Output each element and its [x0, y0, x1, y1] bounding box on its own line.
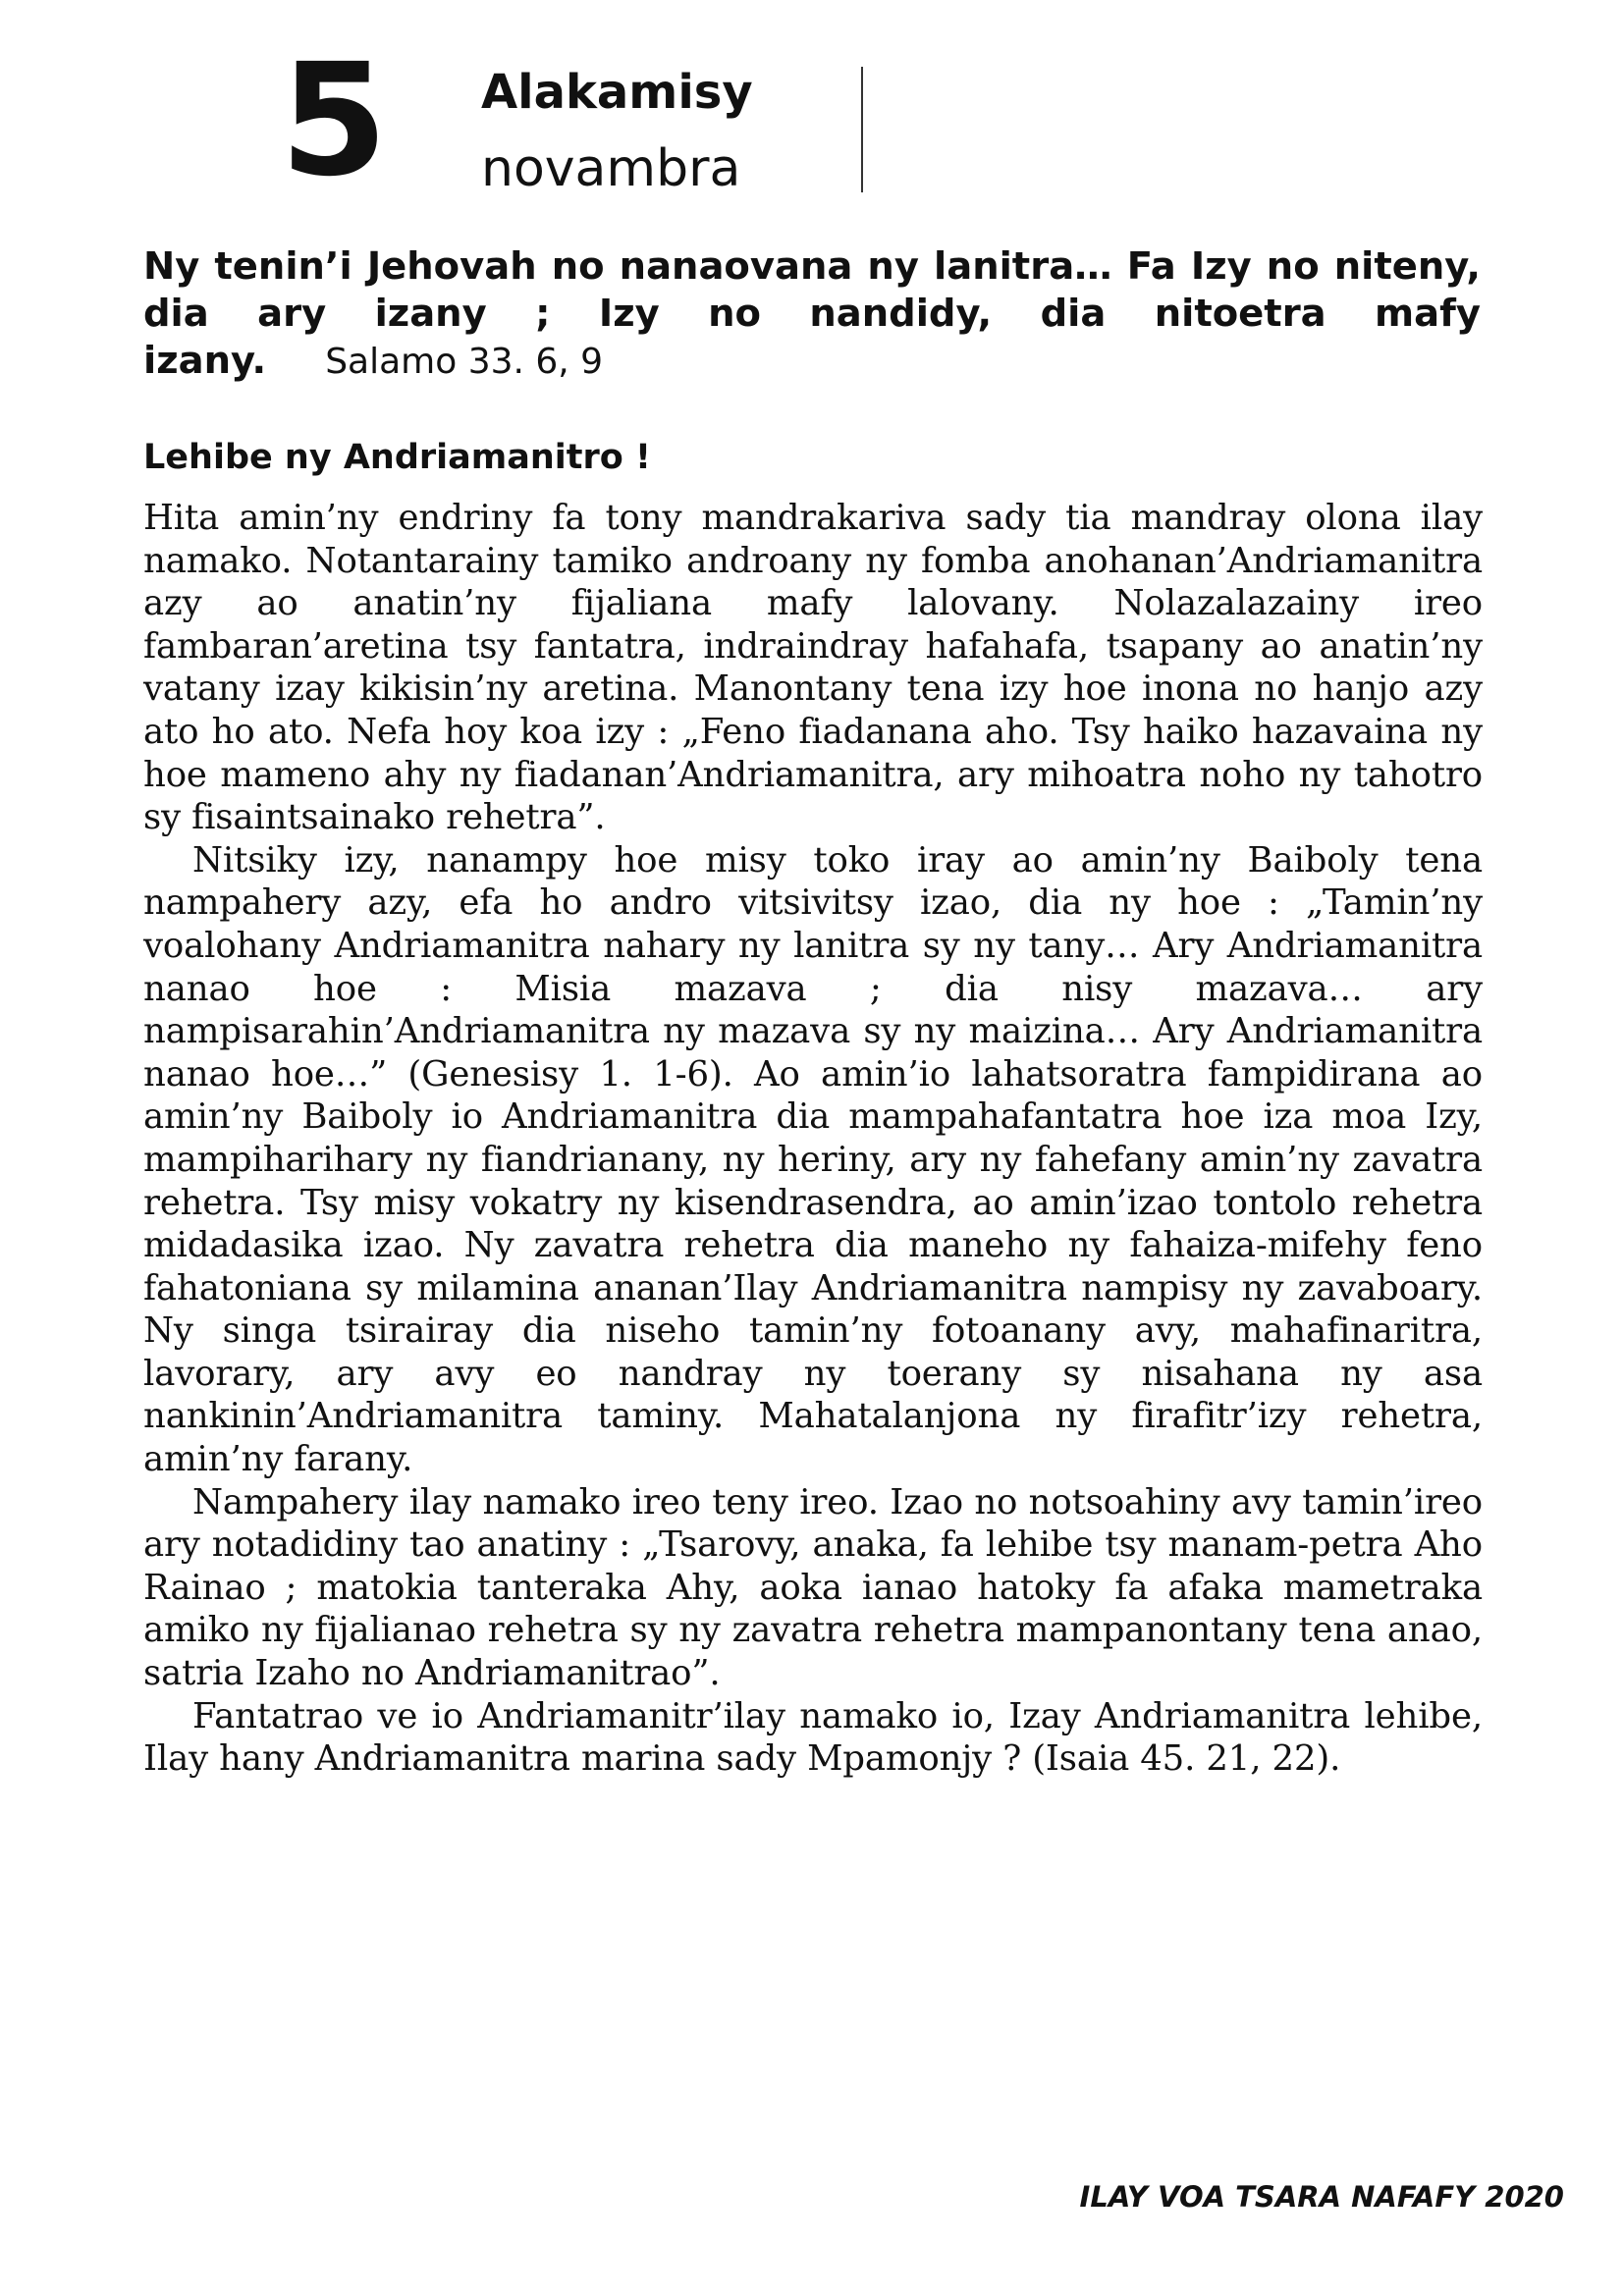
verse-text: Ny tenin’i Jehovah no nanaovana ny lanitra… Fa Izy no niteny, dia ary izany ; Izy no nandidy, dia nitoetra mafy izany.	[143, 244, 1481, 383]
weekday: Alakamisy	[481, 65, 753, 120]
day-number: 5	[280, 30, 386, 211]
body-paragraph: Nampahery ilay namako ireo teny ireo. Izao no notsoahiny avy tamin’ireo ary notadidiny tao anatiny : „Tsarovy, anaka, fa lehibe tsy manam-petra Aho Rainao ; matokia tanteraka Ahy, aoka ianao hatoky fa afaka mametraka amiko ny fijalianao rehetra sy ny zavatra rehetra mampanontany tena anao, satria Izaho no Andriamanitrao”.	[143, 1481, 1483, 1694]
date-header	[280, 30, 879, 211]
section-title: Lehibe ny Andriamanitro !	[143, 438, 651, 477]
month: novambra	[481, 139, 741, 198]
footer-publication-title: ILAY VOA TSARA NAFAFY 2020	[1079, 2180, 1564, 2214]
body-paragraph: Nitsiky izy, nanampy hoe misy toko iray ao amin’ny Baiboly tena nampahery azy, efa ho andro vitsivitsy izao, dia ny hoe : „Tamin’ny voalohany Andriamanitra nahary ny lanitra sy ny tany… Ary Andriamanitra nanao hoe : Misia mazava ; dia nisy mazava… ary nampisarahin’Andriamanitra ny mazava sy ny maizina… Ary Andriamanitra nanao hoe…” (Genesisy 1. 1-6). Ao amin’io lahatsoratra fampidirana ao amin’ny Baiboly io Andriamanitra dia mampahafantatra hoe iza moa Izy, mampiharihary ny fiandrianany, ny heriny, ary ny fahefany amin’ny zavatra rehetra. Tsy misy vokatry ny kisendrasendra, ao amin’izao tontolo rehetra midadasika izao. Ny zavatra rehetra dia maneho ny fahaiza-mifehy feno fahatoniana sy milamina ananan’Ilay Andriamanitra nampisy ny zavaboary. Ny singa tsirairay dia niseho tamin’ny fotoanany avy, mahafinaritra, lavorary, ary avy eo nandray ny toerany sy nisahana ny asa nankinin’Andriamanitra taminy. Mahatalanjona ny firafitr’izy rehetra, amin’ny farany.	[143, 839, 1483, 1480]
body-paragraph: Fantatrao ve io Andriamanitr’ilay namako io, Izay Andriamanitra lehibe, Ilay hany Andriamanitra marina sady Mpamonjy ? (Isaia 45. 21, 22).	[143, 1695, 1483, 1780]
body-text	[143, 497, 1483, 1781]
header-divider	[861, 67, 863, 192]
daily-verse	[143, 243, 1481, 386]
body-paragraph: Hita amin’ny endriny fa tony mandrakariva sady tia mandray olona ilay namako. Notantarainy tamiko androany ny fomba anohanan’Andriamanitra azy ao anatin’ny fijaliana mafy lalovany. Nolazalazainy ireo fambaran’aretina tsy fantatra, indraindray hafahafa, tsapany ao anatin’ny vatany izay kikisin’ny aretina. Manontany tena izy hoe inona no hanjo azy ato ho ato. Nefa hoy koa izy : „Feno fiadanana aho. Tsy haiko hazavaina ny hoe mameno ahy ny fiadanan’Andriamanitra, ary mihoatra noho ny tahotro sy fisaintsainako rehetra”.	[143, 498, 1483, 838]
verse-reference: Salamo 33. 6, 9	[325, 342, 604, 382]
